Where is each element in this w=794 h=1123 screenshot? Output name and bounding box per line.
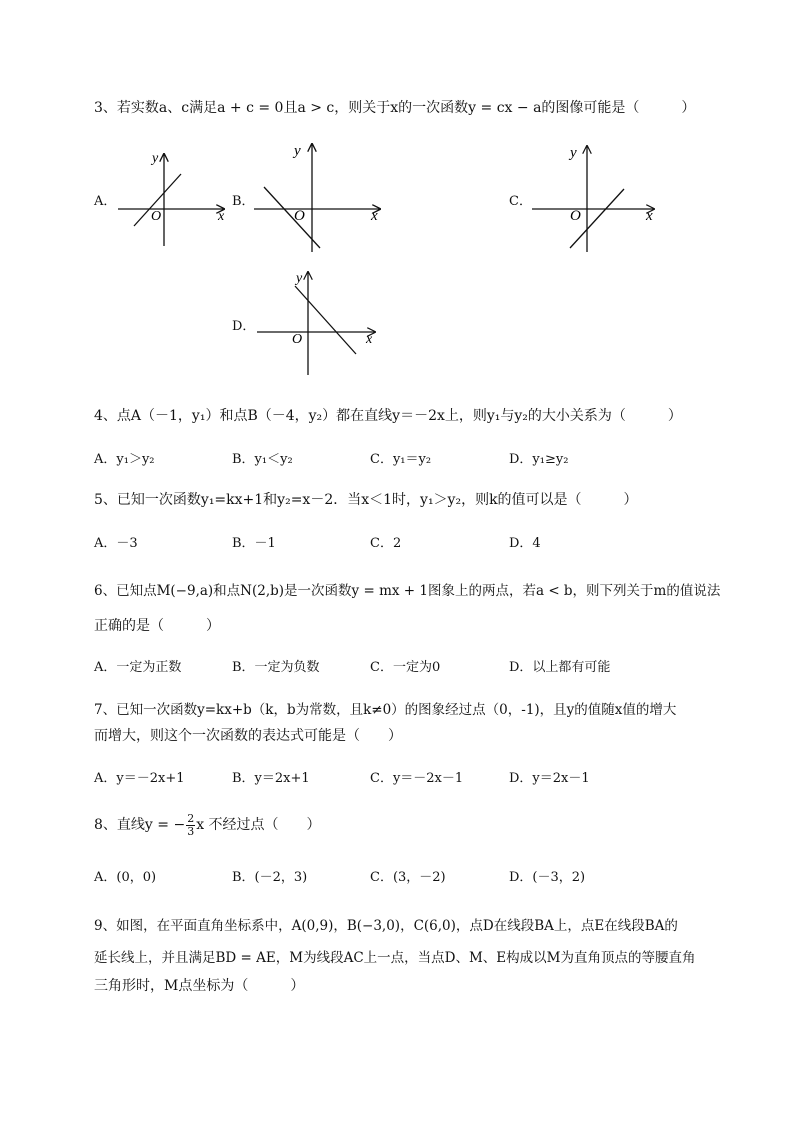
q3-graph-c <box>530 142 660 254</box>
q3-graph-b <box>252 140 387 255</box>
q8-prefix: 8、直线y = − <box>94 817 186 834</box>
q8-fraction-numerator: 2 <box>187 812 195 825</box>
q4-option-c: C．y₁＝y₂ <box>370 452 432 467</box>
question-9-line-2: 延长线上，并且满足BD = AE，M为线段AC上一点，当点D、M、E构成以M为直角顶点的等腰直角 <box>94 950 696 966</box>
q7-option-c: C．y＝－2x－1 <box>370 771 464 786</box>
function-line <box>295 286 356 354</box>
question-7-line-1: 7、已知一次函数y=kx+b（k，b为常数，且k≠0）的图象经过点（0，-1)，且y的值随x值的增大 <box>94 702 677 718</box>
q5-option-c: C．2 <box>370 536 402 551</box>
question-6-line-1: 6、已知点M(−9,a)和点N(2,b)是一次函数y = mx + 1图象上的两点，若a < b，则下列关于m的值说法 <box>94 583 721 599</box>
origin-label: O <box>292 332 303 347</box>
q7-option-b: B．y＝2x+1 <box>232 771 310 786</box>
q5-option-a: A．－3 <box>94 536 138 551</box>
q6-option-d: D．以上都有可能 <box>509 660 611 675</box>
question-7-line-2: 而增大，则这个一次函数的表达式可能是（ ） <box>94 728 402 744</box>
x-label: x <box>371 208 378 224</box>
q6-option-a: A．一定为正数 <box>94 660 182 675</box>
question-4-text: 4、点A（－1，y₁）和点B（－4，y₂）都在直线y＝－2x上，则y₁与y₂的大小关系为（ ） <box>94 408 682 424</box>
q8-fraction-denominator: 3 <box>187 824 195 838</box>
question-9-line-3: 三角形时，M点坐标为（ ） <box>94 978 305 994</box>
q8-fraction <box>186 813 195 837</box>
y-label: y <box>570 145 577 161</box>
q4-option-b: B．y₁＜y₂ <box>232 452 293 467</box>
origin-label: O <box>294 208 305 224</box>
q8-option-c: C．(3，－2) <box>370 870 446 885</box>
question-9-line-1: 9、如图，在平面直角坐标系中，A(0,9)，B(−3,0)，C(6,0)，点D在线段BA上，点E在线段BA的 <box>94 918 678 934</box>
question-3-text: 3、若实数a、c满足a + c = 0且a > c，则关于x的一次函数y = cx − a的图像可能是（ ） <box>94 100 696 116</box>
q5-option-b: B．－1 <box>232 536 276 551</box>
question-8-text <box>94 813 321 837</box>
q8-suffix: x 不经过点（ ） <box>196 817 321 834</box>
origin-label: O <box>151 209 162 224</box>
q6-option-c: C．一定为0 <box>370 660 441 675</box>
q7-option-a: A．y＝－2x+1 <box>94 771 185 786</box>
q6-option-b: B．一定为负数 <box>232 660 320 675</box>
q8-option-b: B．(－2，3) <box>232 870 308 885</box>
origin-label: O <box>570 208 581 224</box>
q4-option-a: A．y₁＞y₂ <box>94 452 155 467</box>
q7-option-d: D．y＝2x－1 <box>509 771 590 786</box>
q8-option-d: D．(－3，2) <box>509 870 586 885</box>
q3-graph-a <box>114 148 232 250</box>
y-label: y <box>294 143 301 159</box>
q3-option-a-label: A． <box>94 194 117 209</box>
q8-option-a: A．(0，0) <box>94 870 157 885</box>
y-label: y <box>296 271 303 286</box>
q3-graph-d <box>255 268 380 378</box>
x-label: x <box>646 208 653 224</box>
x-label: x <box>218 209 225 224</box>
question-5-text: 5、已知一次函数y₁=kx+1和y₂=x－2．当x＜1时，y₁＞y₂，则k的值可以是（ ） <box>94 492 638 508</box>
x-label: x <box>366 332 373 347</box>
q3-option-c-label: C． <box>509 194 532 209</box>
q3-option-d-label: D． <box>232 319 256 334</box>
q5-option-d: D．4 <box>509 536 541 551</box>
y-label: y <box>152 151 159 166</box>
question-6-line-2: 正确的是（ ） <box>94 618 220 634</box>
q3-option-b-label: B． <box>232 194 255 209</box>
q4-option-d: D．y₁≥y₂ <box>509 452 569 467</box>
